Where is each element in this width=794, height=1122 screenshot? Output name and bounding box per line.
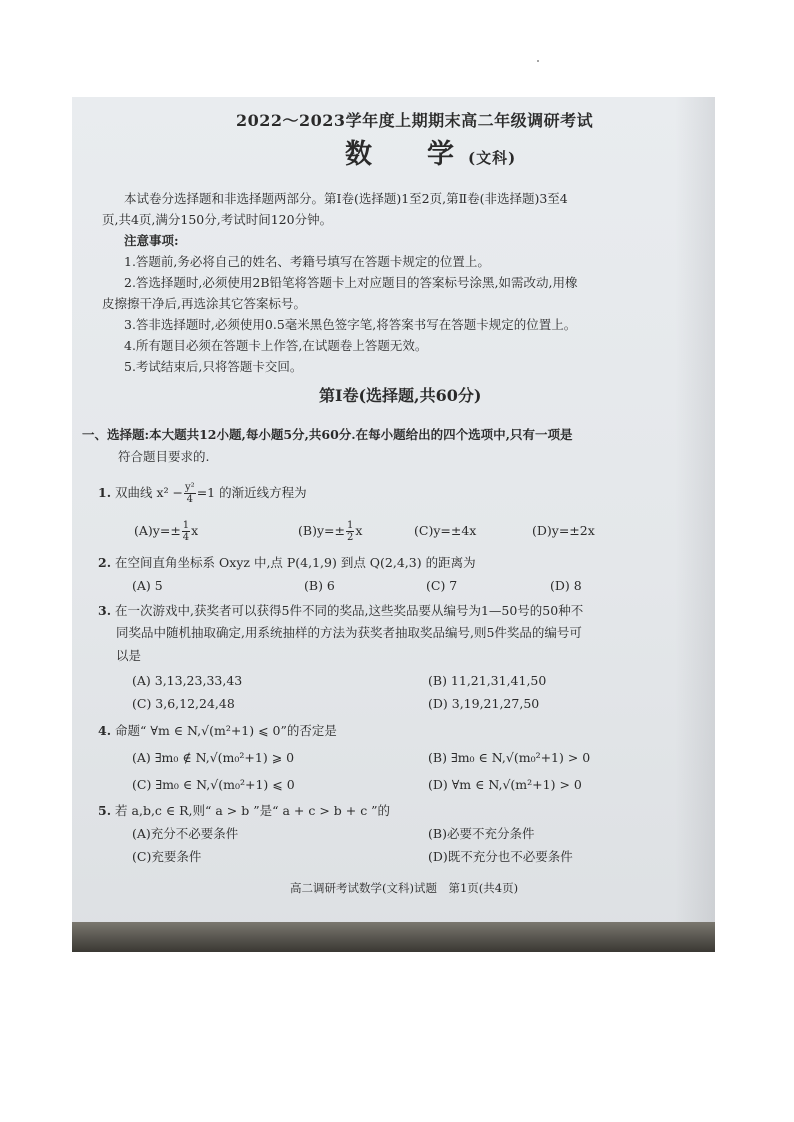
notes-title: 注意事项:	[124, 233, 179, 248]
q2-option-d: (D) 8	[550, 578, 582, 593]
q1-stem: 1. 双曲线 x² − $\frac{\text{y²}}{4}$ =1 的渐近线方程为	[98, 482, 307, 505]
q3-stem-3: 以是	[116, 648, 142, 663]
note-1: 1.答题前,务必将自己的姓名、考籍号填写在答题卡规定的位置上。	[124, 254, 490, 269]
q2-option-a: (A) 5	[132, 578, 163, 593]
q1-option-b: (B)y=± $\frac{1}{2}$ x	[298, 520, 363, 543]
q5-option-c: (C)充要条件	[132, 849, 202, 864]
q3-option-b: (B) 11,21,31,41,50	[428, 673, 547, 688]
exam-header: 2022～2023学年度上期期末高二年级调研考试	[236, 111, 594, 130]
q4-option-c: (C) ∃m₀ ∈ N,√(m₀²+1) ⩽ 0	[132, 777, 295, 792]
q3-option-d: (D) 3,19,21,27,50	[428, 696, 540, 711]
table-edge-background	[72, 922, 715, 952]
q4-option-b: (B) ∃m₀ ∈ N,√(m₀²+1) > 0	[428, 750, 591, 765]
note-4: 4.所有题目必须在答题卡上作答,在试题卷上答题无效。	[124, 338, 428, 353]
q5-option-d: (D)既不充分也不必要条件	[428, 849, 573, 864]
q4-option-a: (A) ∃m₀ ∉ N,√(m₀²+1) ⩾ 0	[132, 750, 295, 765]
note-2b: 皮擦擦干净后,再选涂其它答案标号。	[102, 296, 306, 311]
note-2a: 2.答选择题时,必须使用2B铅笔将答题卡上对应题目的答案标号涂黑,如需改动,用橡	[124, 275, 578, 290]
exam-page-photo	[72, 97, 715, 952]
intro-line-1: 本试卷分选择题和非选择题两部分。第Ⅰ卷(选择题)1至2页,第Ⅱ卷(非选择题)3至4	[124, 191, 568, 206]
q5-option-b: (B)必要不充分条件	[428, 826, 535, 841]
q1-option-a: (A)y=± $\frac{1}{4}$ x	[134, 520, 199, 543]
section-line-2: 符合题目要求的.	[118, 449, 210, 464]
subject-title	[345, 139, 517, 170]
part-title: 第Ⅰ卷(选择题,共60分)	[319, 386, 482, 405]
q2-stem: 2. 在空间直角坐标系 Oxyz 中,点 P(4,1,9) 到点 Q(2,4,3) 的距离为	[98, 555, 476, 570]
q2-option-c: (C) 7	[426, 578, 458, 593]
q4-option-d: (D) ∀m ∈ N,√(m²+1) > 0	[428, 777, 582, 792]
q3-stem-1: 3. 在一次游戏中,获奖者可以获得5件不同的奖品,这些奖品要从编号为1—50号的50种不	[98, 603, 584, 618]
q1-fraction: $\frac{\text{y²}}{4}$	[185, 482, 195, 505]
q1-option-c: (C)y=±4x	[414, 523, 477, 538]
q3-option-c: (C) 3,6,12,24,48	[132, 696, 235, 711]
note-3: 3.答非选择题时,必须使用0.5毫米黑色签字笔,将答案书写在答题卡规定的位置上。	[124, 317, 577, 332]
q5-option-a: (A)充分不必要条件	[132, 826, 239, 841]
speck	[537, 60, 539, 62]
section-line-1: 一、选择题:本大题共12小题,每小题5分,共60分.在每小题给出的四个选项中,只有一项是	[82, 427, 573, 442]
subject-name: 数 学	[345, 139, 468, 170]
page-footer: 高二调研考试数学(文科)试题 第1页(共4页)	[290, 881, 519, 895]
q1-option-d: (D)y=±2x	[532, 523, 595, 538]
q3-option-a: (A) 3,13,23,33,43	[132, 673, 243, 688]
q5-stem: 5. 若 a,b,c ∈ R,则“ a > b ”是“ a + c > b + c ”的	[98, 803, 391, 818]
q1-number: 1.	[98, 485, 112, 500]
note-5: 5.考试结束后,只将答题卡交回。	[124, 359, 303, 374]
q4-stem: 4. 命题“ ∀m ∈ N,√(m²+1) ⩽ 0”的否定是	[98, 723, 337, 738]
intro-line-2: 页,共4页,满分150分,考试时间120分钟。	[102, 212, 333, 227]
q3-stem-2: 同奖品中随机抽取确定,用系统抽样的方法为获奖者抽取奖品编号,则5件奖品的编号可	[116, 625, 582, 640]
q2-option-b: (B) 6	[304, 578, 335, 593]
subject-sub: (文科)	[468, 149, 517, 167]
